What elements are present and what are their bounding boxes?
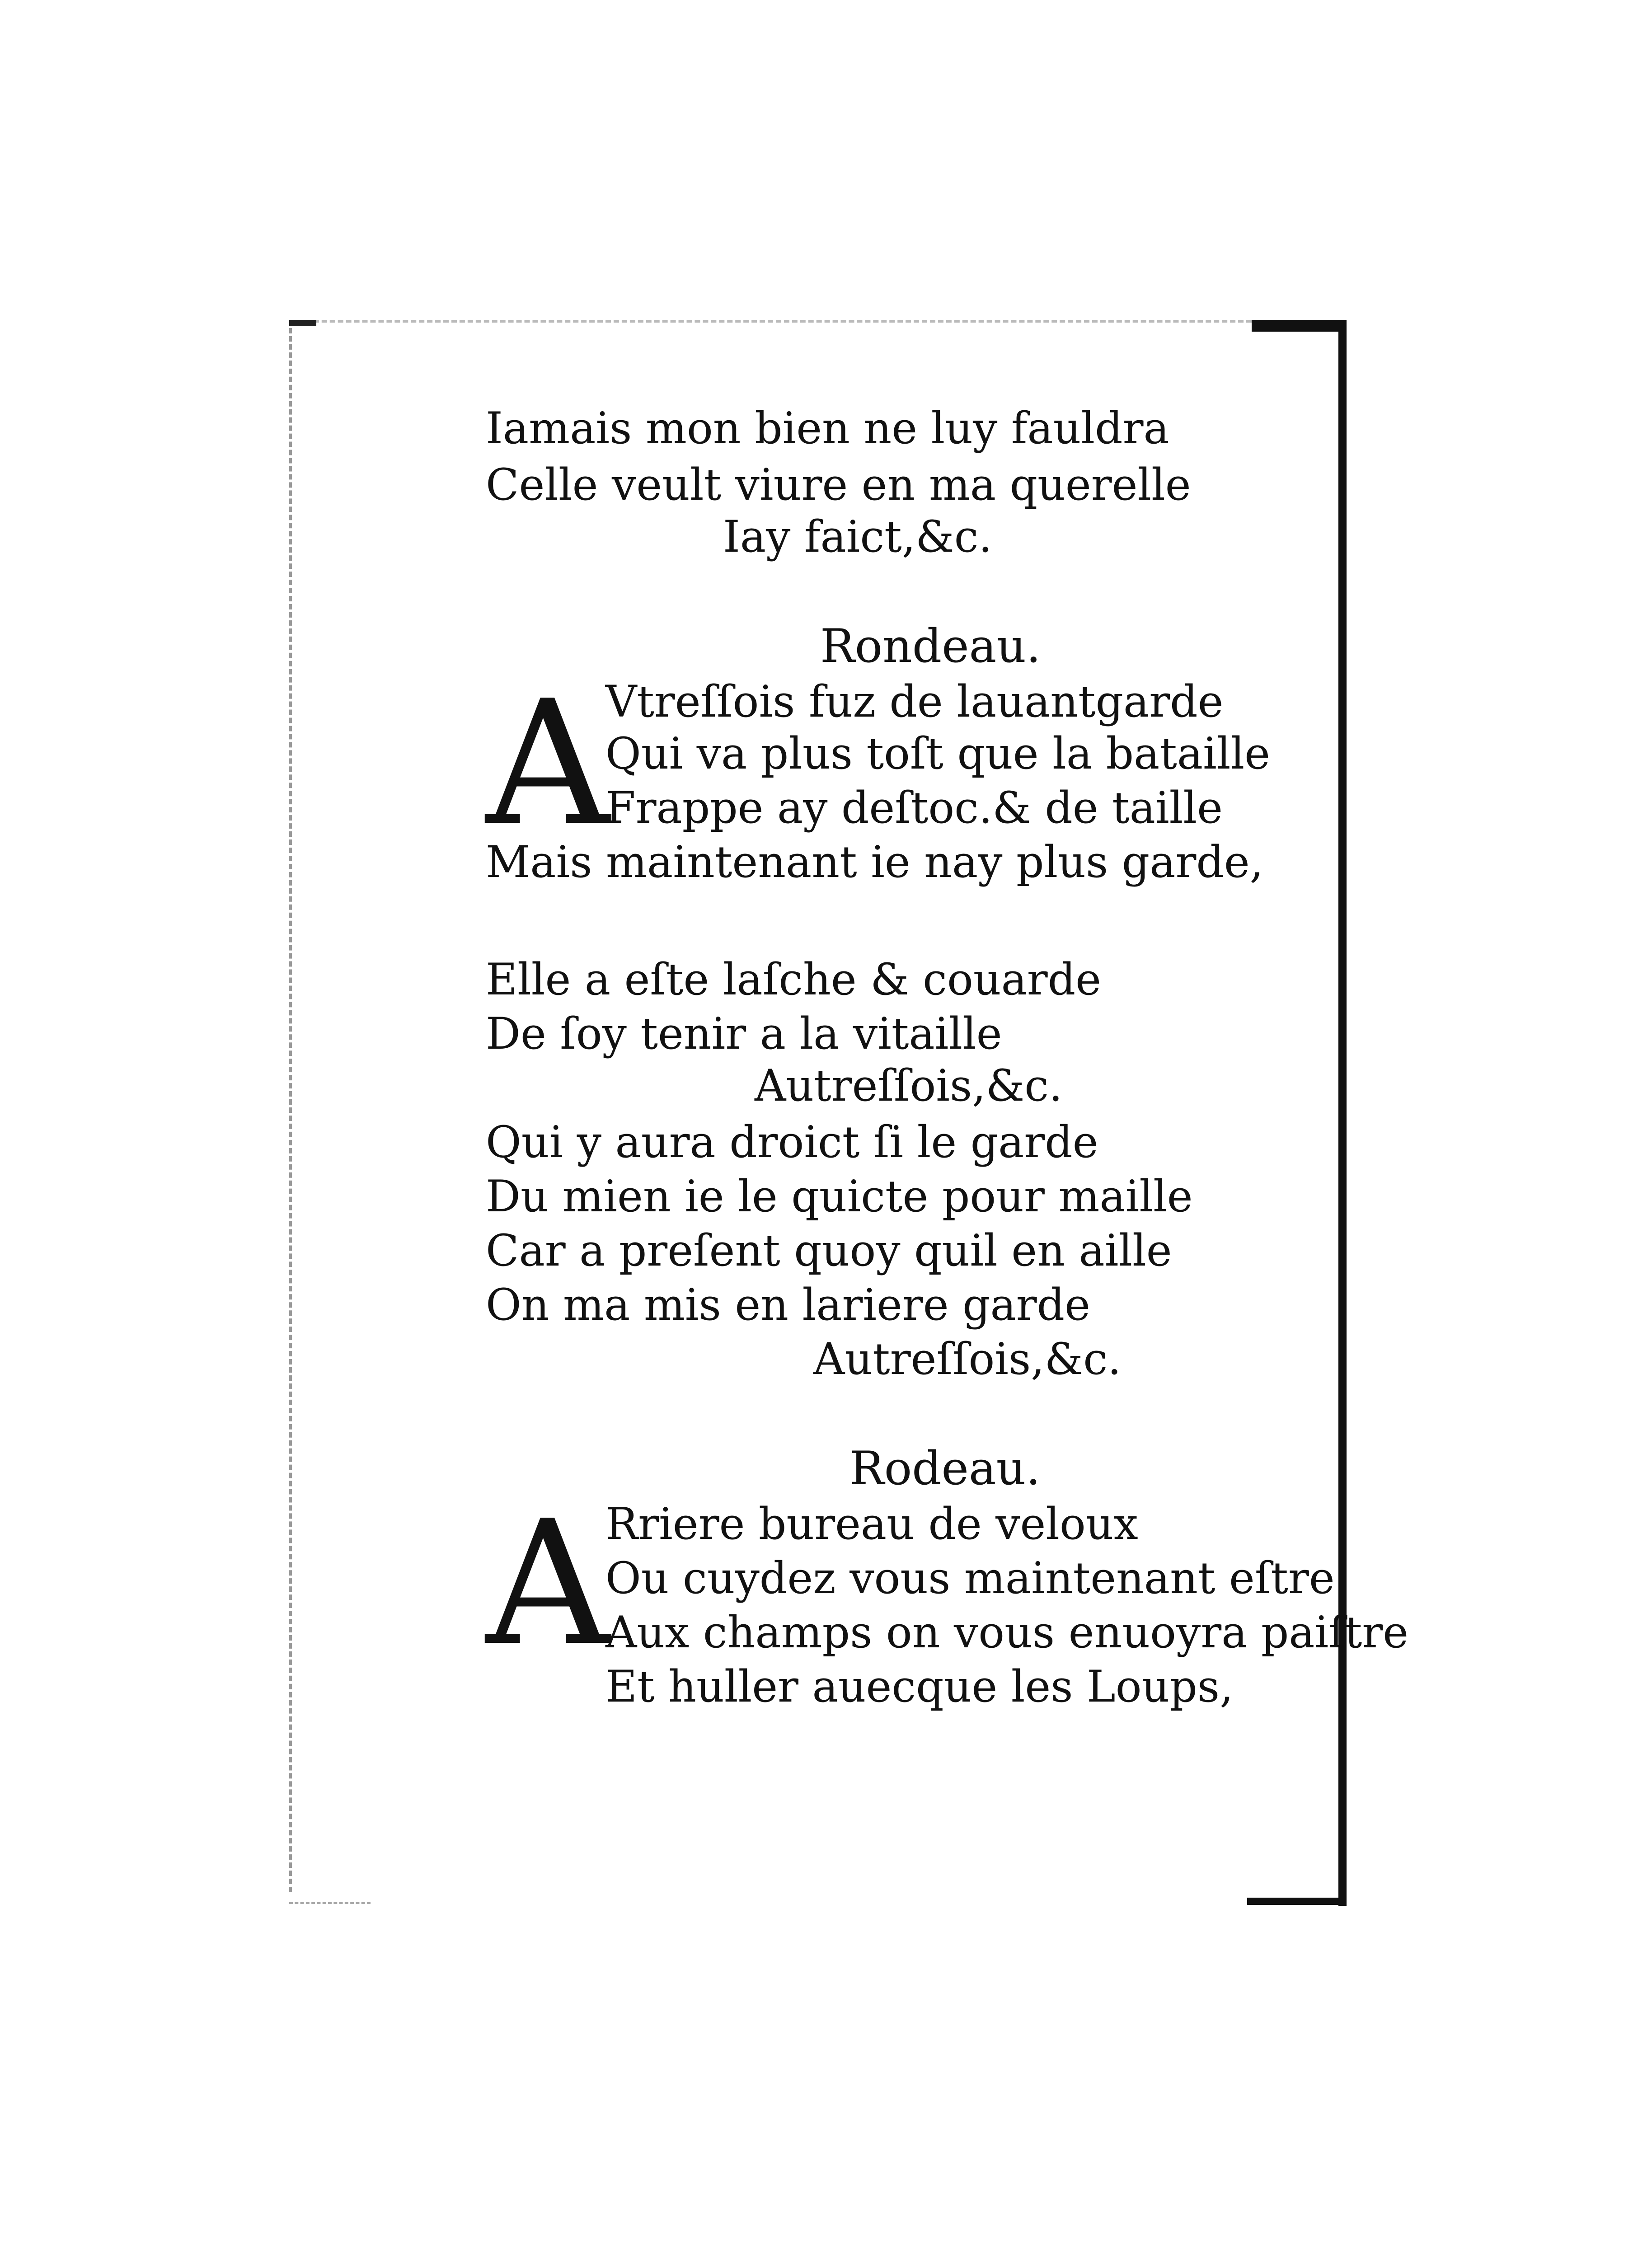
verse-line: Car a preſent quoy quil en aille (486, 1225, 1172, 1276)
verse-line: Mais maintenant ie nay plus garde, (486, 837, 1264, 887)
drop-cap: A (486, 1483, 610, 1683)
section-heading: Rodeau. (849, 1442, 1041, 1496)
verse-line: Qui y aura droict ſi le garde (486, 1117, 1098, 1168)
verse-line: Du mien ie le quicte pour maille (486, 1171, 1193, 1222)
page-border-bottom (1247, 1898, 1347, 1905)
verse-line: Celle veult viure en ma querelle (486, 460, 1191, 510)
verse-line: Qui va plus toſt que la bataille (605, 728, 1270, 779)
verse-line: Rriere bureau de veloux (605, 1499, 1138, 1549)
page-border-top (289, 320, 1252, 323)
verse-line: On ma mis en lariere garde (486, 1280, 1090, 1330)
page-border-bottom-left (289, 1902, 371, 1904)
page-border-left (289, 320, 292, 1892)
refrain-line: Autreſſois,&c. (755, 1060, 1063, 1111)
verse-line: Frappe ay deſtoc.& de taille (605, 783, 1223, 833)
verse-line: Ou cuydez vous maintenant eſtre (605, 1553, 1335, 1604)
refrain-line: Iay faict,&c. (723, 511, 992, 562)
page-border-right (1338, 324, 1347, 1906)
verse-line: Vtreſſois fuz de lauantgarde (605, 676, 1224, 727)
verse-line: Aux champs on vous enuoyra paiſtre (605, 1607, 1409, 1658)
verse-line: Et huller auecque les Loups, (605, 1661, 1234, 1712)
refrain-line: Autreſſois,&c. (813, 1334, 1122, 1384)
verse-line: Elle a eſte laſche & couarde (486, 954, 1101, 1005)
page-border-top-bar (1252, 320, 1347, 332)
verse-line: Iamais mon bien ne luy fauldra (486, 403, 1169, 454)
drop-cap: A (486, 663, 610, 863)
verse-line: De ſoy tenir a la vitaille (486, 1008, 1002, 1059)
section-heading: Rondeau. (820, 619, 1041, 673)
page-border-corner (289, 320, 316, 326)
